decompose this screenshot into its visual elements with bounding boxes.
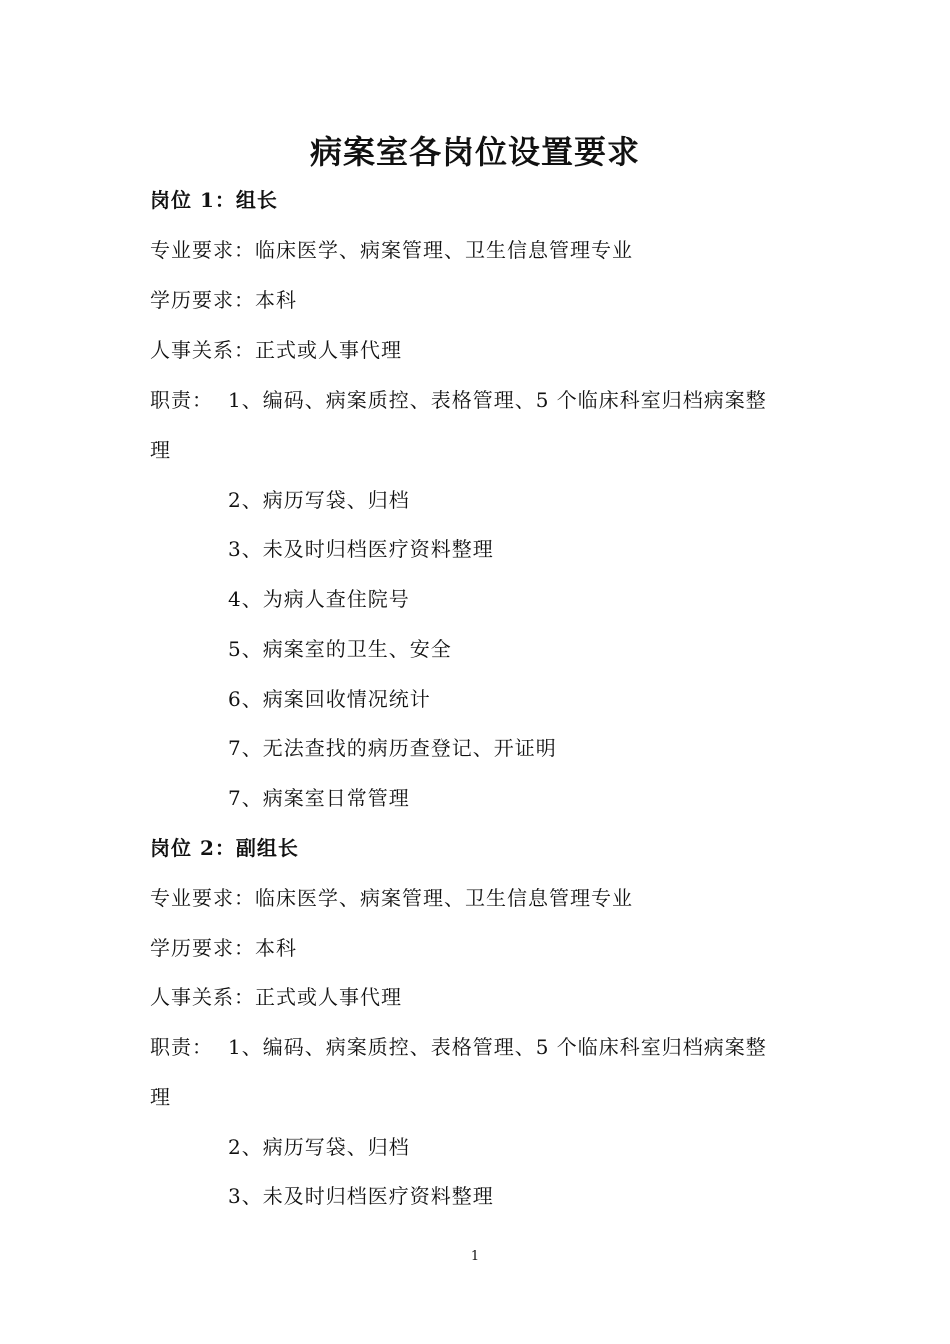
section-1-hr: 人事关系：正式或人事代理 — [150, 338, 402, 362]
duty-item: 2、病历写袋、归档 — [228, 1135, 410, 1159]
section-1-duty-line — [150, 385, 767, 415]
duty-label: 职责： — [150, 388, 213, 412]
section-2-major: 专业要求：临床医学、病案管理、卫生信息管理专业 — [150, 886, 633, 910]
duty-item: 7、无法查找的病历查登记、开证明 — [228, 736, 557, 760]
duty-label: 职责： — [150, 1035, 213, 1059]
duty-item: 6、病案回收情况统计 — [228, 687, 431, 711]
page-title: 病案室各岗位设置要求 — [309, 133, 640, 171]
duty-item: 4、为病人查住院号 — [228, 587, 410, 611]
section-1-heading: 岗位 1：组长 — [150, 188, 278, 212]
section-2-heading: 岗位 2：副组长 — [150, 836, 299, 860]
duty-item-continuation: 理 — [150, 438, 171, 462]
page-number: 1 — [470, 1249, 480, 1264]
duty-item: 1、编码、病案质控、表格管理、5 个临床科室归档病案整 — [228, 388, 767, 412]
duty-item: 7、病案室日常管理 — [228, 786, 410, 810]
duty-item: 1、编码、病案质控、表格管理、5 个临床科室归档病案整 — [228, 1035, 767, 1059]
duty-item: 3、未及时归档医疗资料整理 — [228, 537, 494, 561]
section-2-duty-line — [150, 1032, 767, 1062]
duty-item: 2、病历写袋、归档 — [228, 488, 410, 512]
section-2-education: 学历要求：本科 — [150, 936, 297, 960]
duty-item: 3、未及时归档医疗资料整理 — [228, 1184, 494, 1208]
section-1-education: 学历要求：本科 — [150, 288, 297, 312]
section-1-major: 专业要求：临床医学、病案管理、卫生信息管理专业 — [150, 238, 633, 262]
duty-item: 5、病案室的卫生、安全 — [228, 637, 452, 661]
duty-item-continuation: 理 — [150, 1085, 171, 1109]
section-2-hr: 人事关系：正式或人事代理 — [150, 985, 402, 1009]
